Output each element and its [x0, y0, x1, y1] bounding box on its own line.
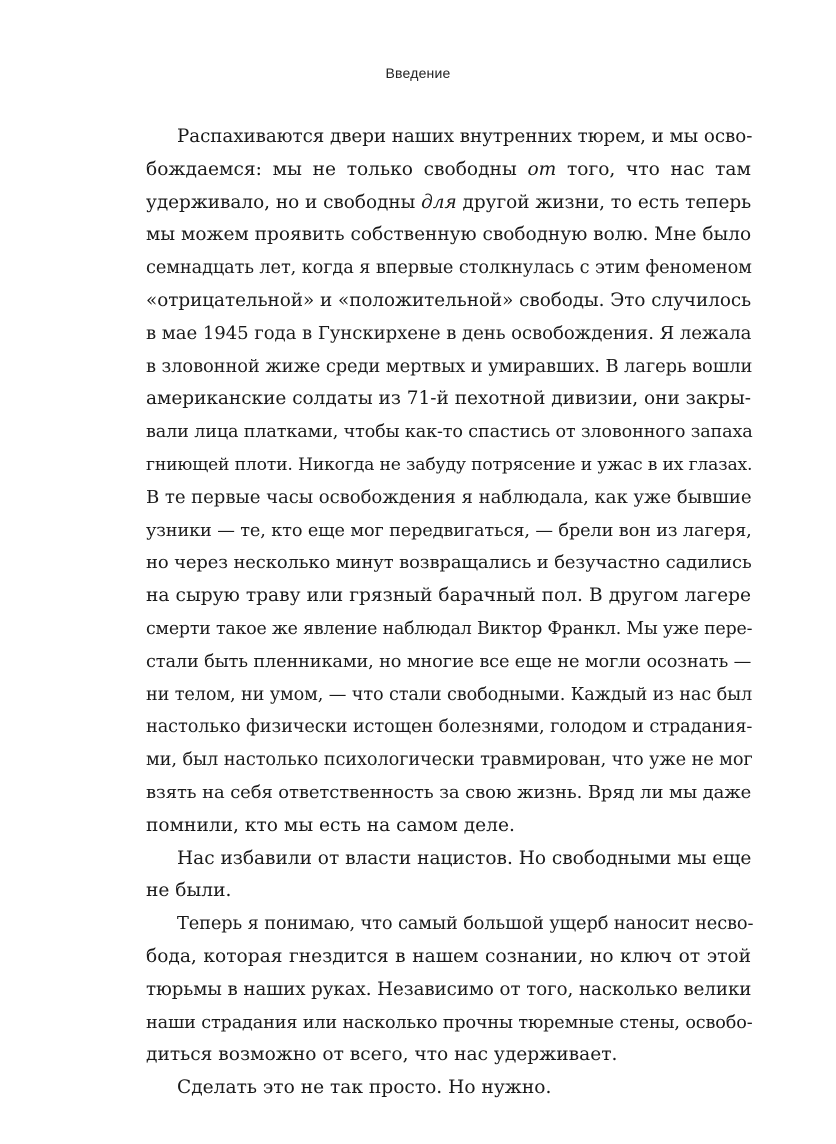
text-run: «отрицательной» и «положительной» свободы. Это случилось [146, 289, 752, 311]
text-run: семнадцать лет, когда я впервые столкнулась с этим феноменом [146, 258, 752, 279]
paragraph [115, 843, 751, 909]
paragraph [115, 121, 751, 843]
text-line [115, 416, 751, 449]
text-line [115, 285, 751, 318]
emphasis-text: для [421, 191, 457, 213]
text-line [115, 941, 751, 974]
text-run: Нас избавили от власти нацистов. Но свободными мы еще [177, 847, 752, 869]
text-line [115, 711, 751, 744]
text-line [115, 580, 751, 613]
text-line [115, 383, 751, 416]
text-line [115, 318, 751, 351]
text-line [115, 810, 751, 843]
text-run: тюрьмы в наших руках. Независимо от того, насколько велики [146, 978, 752, 1000]
text-run: удерживало, но и свободны [146, 191, 422, 213]
text-run: Теперь я понимаю, что самый большой ущерб наносит несво- [177, 914, 754, 935]
emphasis-text: от [527, 158, 557, 180]
text-run: взять на себя ответственность за свою жизнь. Вряд ли мы даже [146, 781, 752, 803]
text-line [115, 1039, 751, 1072]
text-line [115, 1007, 751, 1040]
text-run: бождаемся: мы не только свободны [146, 158, 528, 180]
text-line [115, 1072, 751, 1105]
text-line [115, 121, 751, 154]
text-line [115, 646, 751, 679]
text-line [115, 515, 751, 548]
text-line [115, 219, 751, 252]
text-run: того, что нас там [556, 158, 751, 180]
text-run: ми, был настолько психологически травмирован, что уже не мог [146, 750, 753, 771]
text-run: в мае 1945 года в Гунскирхене в день освобождения. Я лежала [146, 322, 752, 344]
text-line [115, 744, 751, 777]
text-line [115, 547, 751, 580]
text-run: стали быть пленниками, но многие все еще не могли осознать — [146, 651, 752, 672]
text-run: наши страдания или насколько прочны тюремные стены, освобо- [146, 1012, 753, 1033]
text-line [115, 974, 751, 1007]
text-run: гниющей плоти. Никогда не забуду потрясение и ужас в их глазах. [146, 454, 753, 475]
text-run: узники — те, кто еще мог передвигаться, — брели вон из лагеря, [146, 520, 752, 541]
text-run: не были. [146, 880, 232, 902]
text-run: вали лица платками, чтобы как-то спастись от зловонного запаха [146, 422, 753, 443]
text-run: но через несколько минут возвращались и безучастно садились [146, 552, 752, 574]
text-run: смерти такое же явление наблюдал Виктор Франкл. Мы уже пере- [146, 618, 753, 639]
text-line [115, 482, 751, 515]
text-line [115, 875, 751, 908]
text-run: Сделать это не так просто. Но нужно. [177, 1077, 552, 1099]
text-run: мы можем проявить собственную свободную волю. Мне было [146, 224, 752, 246]
paragraph [115, 908, 754, 1072]
running-header: Введение [385, 65, 451, 81]
text-line [115, 908, 754, 941]
text-run: настолько физически истощен болезнями, голодом и страдания- [146, 717, 753, 738]
text-run: в зловонной жиже среди мертвых и умиравших. В лагерь вошли [146, 355, 753, 377]
text-run: В те первые часы освобождения я наблюдала, как уже бывшие [146, 486, 752, 508]
text-line [115, 777, 751, 810]
text-run: диться возможно от всего, что нас удерживает. [146, 1044, 618, 1066]
text-run: ни телом, ни умом, — что стали свободными. Каждый из нас был [146, 684, 753, 705]
text-line [115, 351, 751, 384]
text-line [115, 679, 751, 712]
text-run: американские солдаты из 71-й пехотной дивизии, они закры- [146, 388, 751, 410]
text-run: бода, которая гнездится в нашем сознании, но ключ от этой [146, 945, 751, 967]
paragraph [115, 1072, 751, 1105]
body-text [115, 121, 754, 1105]
text-run: Распахиваются двери наших внутренних тюрем, и мы осво- [177, 126, 753, 147]
text-line [115, 187, 751, 220]
text-run: помнили, кто мы есть на самом деле. [146, 814, 515, 836]
text-line [115, 252, 751, 285]
text-run: на сырую траву или грязный барачный пол. В другом лагере [146, 585, 751, 607]
text-line [115, 843, 751, 876]
text-line [115, 613, 751, 646]
text-line [115, 154, 751, 187]
text-run: другой жизни, то есть теперь [456, 191, 752, 213]
text-line [115, 449, 751, 482]
